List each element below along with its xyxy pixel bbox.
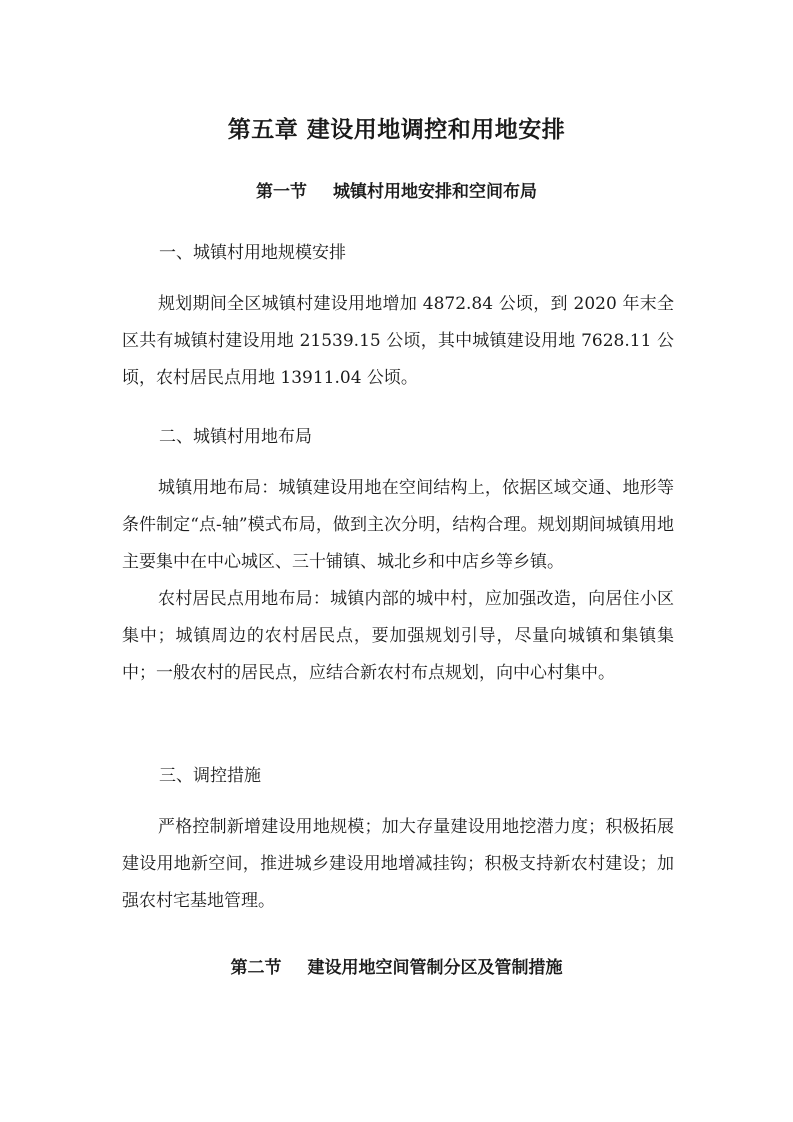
subheading-layout: 二、城镇村用地布局 [159,427,312,447]
section-1-title [0,179,793,205]
paragraph-measures: 严格控制新增建设用地规模；加大存量建设用地挖潜力度；积极拓展建设用地新空间，推进城乡建设用地增减挂钩；积极支持新农村建设；加强农村宅基地管理。 [122,817,674,911]
section-2-name: 建设用地空间管制分区及管制措施 [307,958,563,978]
section-2-number: 第二节 [230,958,282,978]
paragraph-urban-layout: 城镇用地布局：城镇建设用地在空间结构上，依据区域交通、地形等条件制定“点-轴”模式布局，做到主次分明，结构合理。规划期间城镇用地主要集中在中心城区、三十铺镇、城北乡和中店乡等乡镇。 [122,478,674,572]
section-2-title [0,955,793,981]
paragraph-rural-layout: 农村居民点用地布局：城镇内部的城中村，应加强改造，向居住小区集中；城镇周边的农村居民点，要加强规划引导，尽量向城镇和集镇集中；一般农村的居民点，应结合新农村布点规划，向中心村集中。 [122,589,674,683]
section-1-number: 第一节 [256,182,307,202]
subheading-scale: 一、城镇村用地规模安排 [159,243,346,263]
paragraph-scale: 规划期间全区城镇村建设用地增加 4872.84 公顷，到 2020 年末全区共有城镇村建设用地 21539.15 公顷，其中城镇建设用地 7628.11 公顷，农村居民点用地 13911.04 公顷。 [122,294,674,388]
chapter-title: 第五章 建设用地调控和用地安排 [227,117,566,143]
subheading-measures: 三、调控措施 [159,766,261,786]
section-1-name: 城镇村用地安排和空间布局 [333,182,537,202]
